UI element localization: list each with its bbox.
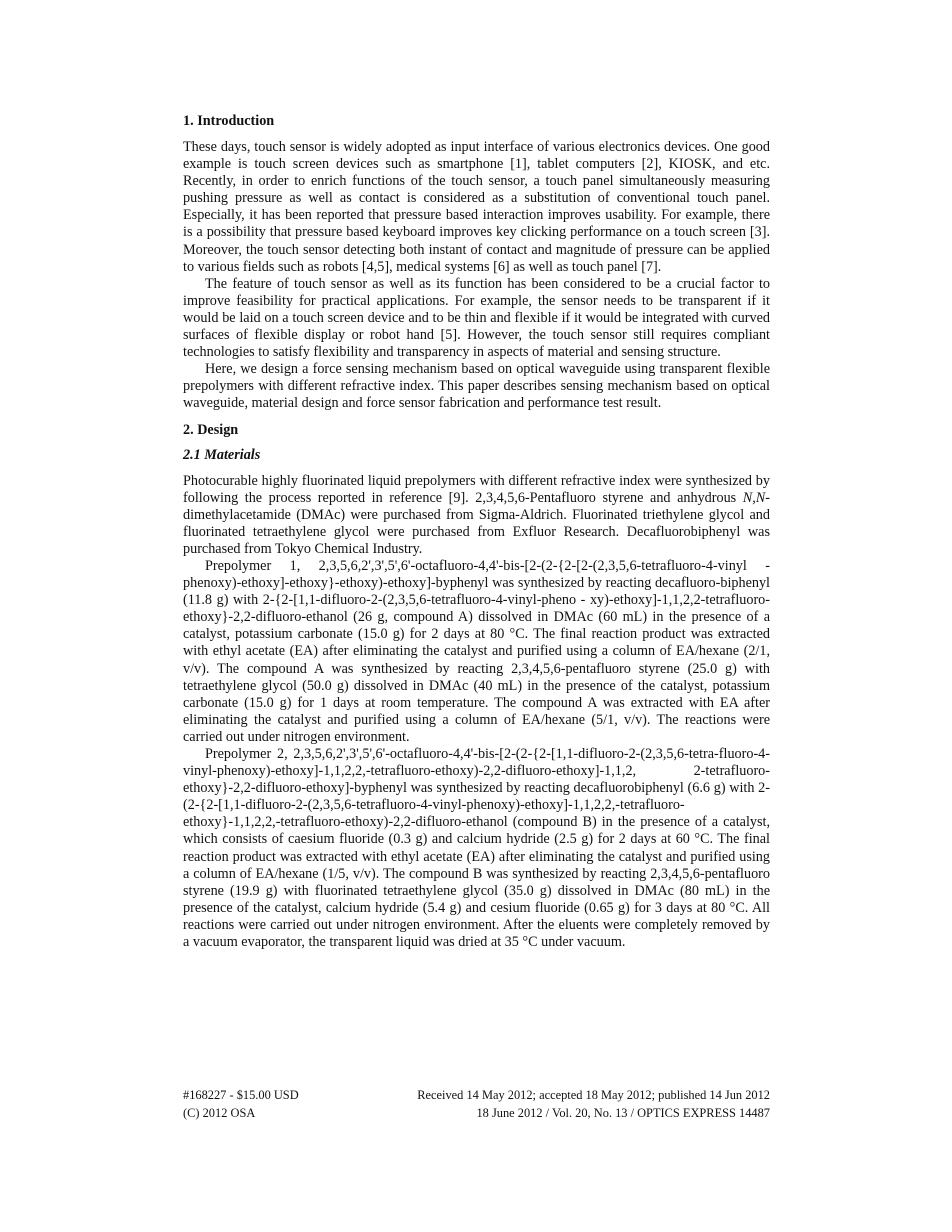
page-footer — [183, 1086, 770, 1122]
footer-row-2 — [183, 1104, 770, 1122]
materials-paragraph-3: Prepolymer 2, 2,3,5,6,2',3',5',6'-octafluoro-4,4'-bis-[2-(2-{2-[1,1-difluoro-2-(2,3,5,6-tetra-fluoro-4-vinyl-phenoxy)-ethoxy]-1,1,2,2,-tetrafluoro-ethoxy)-2,2-difluoro-ethoxy]-1,1,2, 2-tetrafluoro-ethoxy}-2,2-difluoro-ethoxy]-byphenyl was synthesized by reacting decafluorobiphenyl (6.6 g) with 2-(2-{2-[1,1-difluoro-2-(2,3,5,6-tetrafluoro-4-vinyl-phenoxy)-ethoxy]-1,1,2,2,-tetrafluoro-ethoxy}-1,1,2,2,-tetrafluoro-ethoxy)-2,2-difluoro-ethanol (compound B) in the presence of a catalyst, which consists of caesium fluoride (0.3 g) and calcium hydride (2.5 g) for 2 days at 60 °C. The final reaction product was extracted with ethyl acetate (EA) after eliminating the catalyst and purified using a column of EA/hexane (1/5, v/v). The compound B was synthesized by reacting 2,3,4,5,6-pentafluoro styrene (19.9 g) with fluorinated tetraethylene glycol (35.0 g) dissolved in DMAc (80 mL) in the presence of the catalyst, calcium hydride (5.4 g) and cesium fluoride (0.65 g) for 3 days at 80 °C. All reactions were carried out under nitrogen environment. After the eluents were completely removed by a vacuum evaporator, the transparent liquid was dried at 35 °C under vacuum. — [183, 746, 770, 951]
section-heading-design: 2. Design — [183, 421, 239, 438]
intro-paragraph-2: The feature of touch sensor as well as its function has been considered to be a crucial factor to improve feasibility for practical applications. For example, the sensor needs to be transparent if it would be laid on a touch screen device and to be thin and flexible if it would be integrated with curved surfaces of flexible display or robot hand [5]. However, the touch sensor still requires compliant technologies to satisfy flexibility and transparency in aspects of material and sensing structure. — [183, 275, 770, 361]
footer-id-price: #168227 - $15.00 USD — [183, 1088, 299, 1102]
materials-paragraph-1 — [183, 473, 770, 558]
footer-citation: 18 June 2012 / Vol. 20, No. 13 / OPTICS EXPRESS 14487 — [476, 1106, 770, 1120]
materials-paragraph-2: Prepolymer 1, 2,3,5,6,2',3',5',6'-octafluoro-4,4'-bis-[2-(2-{2-[2-(2,3,5,6-tetrafluoro-4-vinyl -phenoxy)-ethoxy]-ethoxy}-ethoxy)-ethoxy]-byphenyl was synthesized by reacting decafluoro-biphenyl (11.8 g) with 2-{2-[1,1-difluoro-2-(2,3,5,6-tetrafluoro-4-vinyl-pheno - xy)-ethoxy]-1,1,2,2-tetrafluoro-ethoxy}-2,2-difluoro-ethanol (26 g, compound A) dissolved in DMAc (60 mL) in the presence of a catalyst, potassium carbonate (15.0 g) for 2 days at 80 °C. The final reaction product was extracted with ethyl acetate (EA) after eliminating the catalyst and purified using a column of EA/hexane (2/1, v/v). The compound A was synthesized by reacting 2,3,4,5,6-pentafluoro styrene (25.0 g) with tetraethylene glycol (50.0 g) dissolved in DMAc (40 mL) in the presence of the catalyst, potassium carbonate (15.0 g) for 1 days at room temperature. The compound A was extracted with EA after eliminating the catalyst and purified using a column of EA/hexane (5/1, v/v). The reactions were carried out under nitrogen environment. — [183, 557, 770, 745]
article-body — [183, 113, 770, 951]
intro-paragraph-3: Here, we design a force sensing mechanism based on optical waveguide using transparent flexible prepolymers with different refractive index. This paper describes sensing mechanism based on optical waveguide, material design and force sensor fabrication and performance test result. — [183, 361, 770, 412]
section-heading-introduction: 1. Introduction — [183, 113, 275, 129]
materials-paragraph-1-italic: N,N — [742, 489, 766, 506]
materials-paragraph-1-text-b: -dimethylacetamide (DMAc) were purchased from Sigma-Aldrich. Fluorinated triethylene glycol and fluorinated tetraethylene glycol were purchased from Exfluor Research. Decafluorobiphenyl was purchased from Tokyo Chemical Industry. — [183, 489, 770, 557]
materials-paragraph-1-text-a: Photocurable highly fluorinated liquid prepolymers with different refractive index were synthesized by following the process reported in reference [9]. 2,3,4,5,6-Pentafluoro styrene and anhydrous — [183, 472, 770, 506]
subsection-heading-materials: 2.1 Materials — [183, 446, 261, 463]
intro-paragraph-1: These days, touch sensor is widely adopted as input interface of various electronics devices. One good example is touch screen devices such as smartphone [1], tablet computers [2], KIOSK, and etc. Recently, in order to enrich functions of the touch sensor, a touch panel simultaneously measuring pushing pressure as well as contact is considered as a substitution of conventional touch panel. Especially, it has been reported that pressure based interaction improves usability. For example, there is a possibility that pressure based keyboard improves key clicking performance on a touch screen [3]. Moreover, the touch sensor detecting both instant of contact and magnitude of pressure can be applied to various fields such as robots [4,5], medical systems [6] as well as touch panel [7]. — [183, 139, 770, 275]
footer-received-dates: Received 14 May 2012; accepted 18 May 2012; published 14 Jun 2012 — [417, 1088, 770, 1102]
footer-row-1 — [183, 1086, 770, 1104]
footer-copyright: (C) 2012 OSA — [183, 1106, 256, 1120]
